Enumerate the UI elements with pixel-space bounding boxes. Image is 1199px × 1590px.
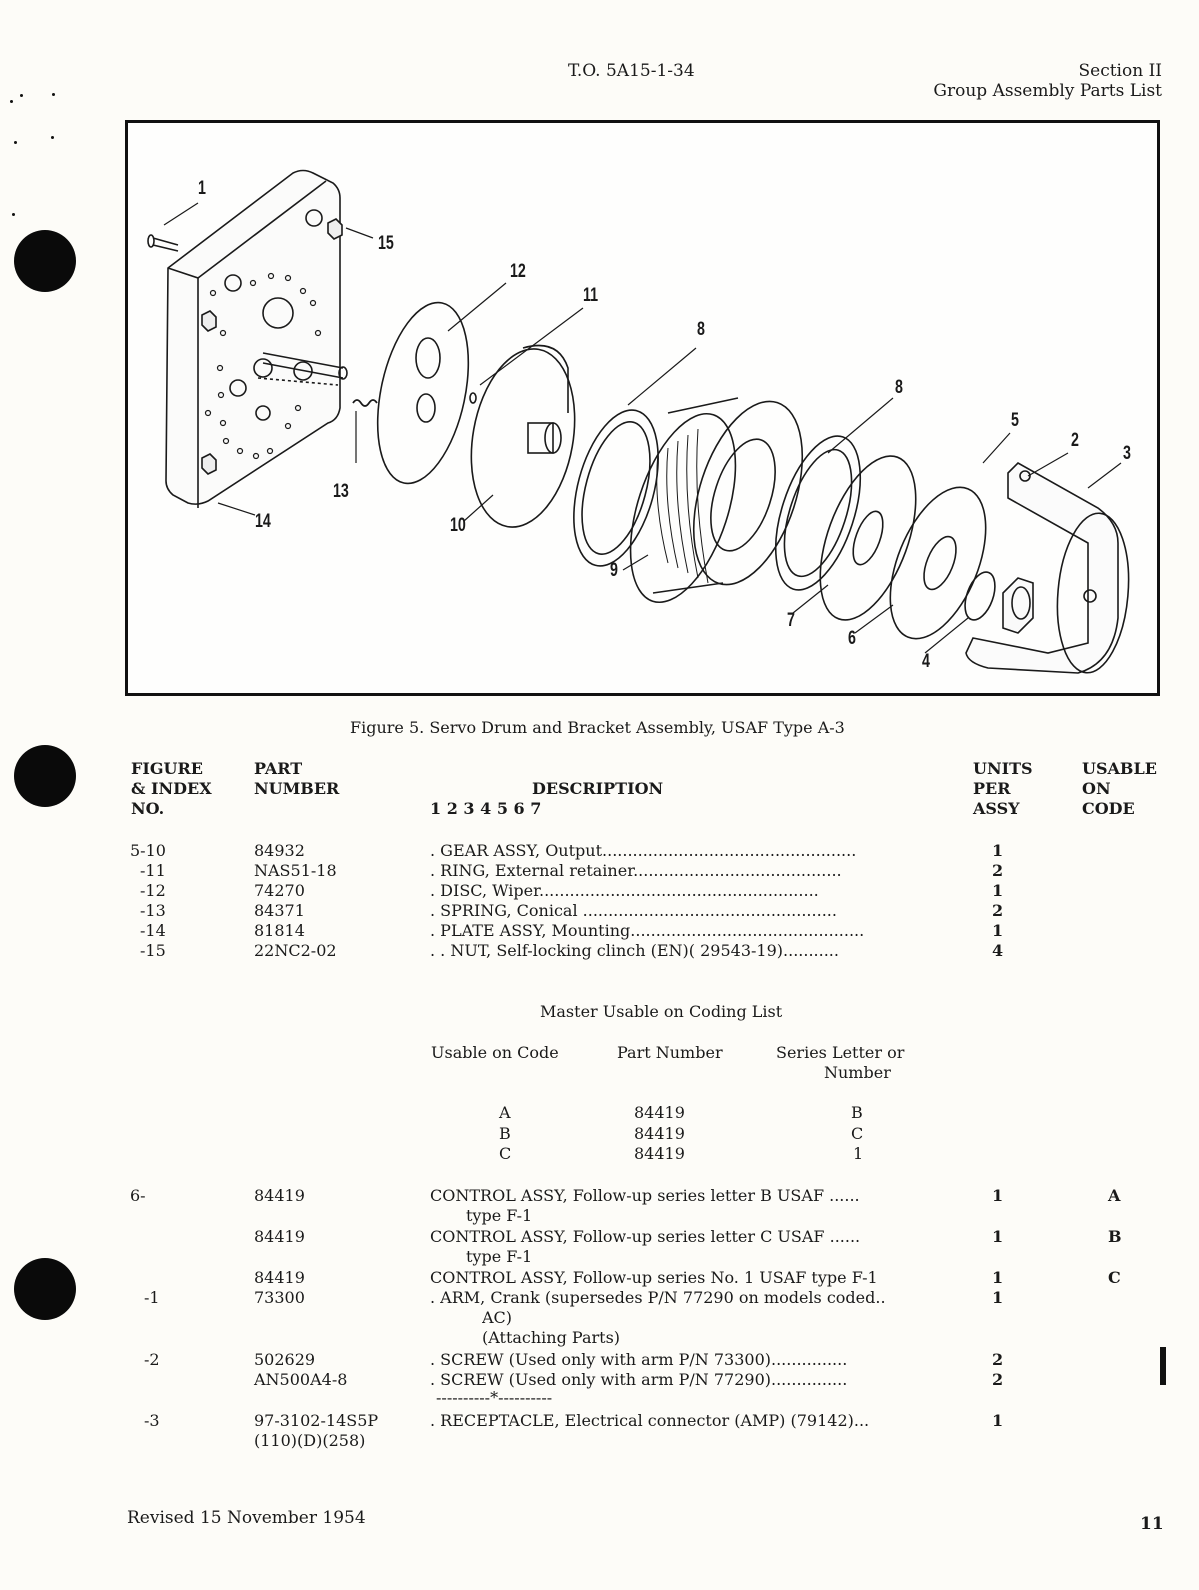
figure-index: -14 xyxy=(140,921,166,940)
callout-6: 6 xyxy=(848,628,856,649)
part-number: 84932 xyxy=(254,841,305,860)
figure-index: 6- xyxy=(130,1186,146,1205)
usable-on-code: B xyxy=(1108,1227,1122,1246)
master-col-series-line2: Number xyxy=(824,1063,891,1082)
description: CONTROL ASSY, Follow-up series No. 1 USAF type F-1 xyxy=(430,1268,878,1287)
master-code: B xyxy=(499,1124,511,1143)
header-line: ASSY xyxy=(973,799,1020,818)
separator-line: ----------*---------- xyxy=(436,1388,553,1407)
master-code: A xyxy=(499,1103,511,1122)
col-header-description: DESCRIPTION xyxy=(532,779,664,798)
description: . SCREW (Used only with arm P/N 73300)............... xyxy=(430,1350,848,1369)
header-line: PART xyxy=(254,759,303,778)
figure-index: 5-10 xyxy=(130,841,166,860)
callout-14: 14 xyxy=(255,511,271,532)
change-bar xyxy=(1160,1347,1166,1385)
master-col-part-number: Part Number xyxy=(617,1043,723,1062)
units-per-assy: 1 xyxy=(992,1186,1004,1205)
binder-hole-middle xyxy=(14,745,76,807)
speck xyxy=(51,136,54,139)
speck xyxy=(20,94,23,97)
description: . DISC, Wiper....................................................... xyxy=(430,881,819,900)
description: CONTROL ASSY, Follow-up series letter C USAF ...... xyxy=(430,1227,861,1246)
part-number: 74270 xyxy=(254,881,305,900)
figure-index: -3 xyxy=(144,1411,160,1430)
units-per-assy: 1 xyxy=(992,1288,1004,1307)
master-col-series: Series Letter or xyxy=(776,1043,905,1062)
master-part: 84419 xyxy=(634,1144,685,1163)
part-number: 97-3102-14S5P xyxy=(254,1411,379,1430)
description: . RECEPTACLE, Electrical connector (AMP) (79142)... xyxy=(430,1411,870,1430)
callout-2: 2 xyxy=(1071,430,1079,451)
mounting-plate-icon xyxy=(166,171,340,505)
part-number: 84419 xyxy=(254,1227,305,1246)
callout-11: 11 xyxy=(583,285,599,306)
figure-index: -13 xyxy=(140,901,166,920)
part-number: 84419 xyxy=(254,1268,305,1287)
header-line: & INDEX xyxy=(131,779,212,798)
callout-13: 13 xyxy=(333,481,349,502)
header-line: NO. xyxy=(131,799,165,818)
callout-3: 3 xyxy=(1123,443,1131,464)
callout-10: 10 xyxy=(450,515,466,536)
callout-4: 4 xyxy=(922,651,930,672)
usable-on-code: A xyxy=(1108,1186,1121,1205)
units-per-assy: 1 xyxy=(992,1227,1004,1246)
master-series: C xyxy=(851,1124,864,1143)
callout-8a: 8 xyxy=(697,319,705,340)
units-per-assy: 2 xyxy=(992,1370,1004,1389)
figure-index: -12 xyxy=(140,881,166,900)
bracket-icon xyxy=(966,463,1118,673)
speck xyxy=(12,213,15,216)
col-header-part-number xyxy=(254,759,339,799)
description: . PLATE ASSY, Mounting.............................................. xyxy=(430,921,865,940)
section-label: Section II xyxy=(1078,61,1162,81)
units-per-assy: 2 xyxy=(992,901,1004,920)
part-number: 84419 xyxy=(254,1186,305,1205)
figure-index: -15 xyxy=(140,941,166,960)
figure-index: -2 xyxy=(144,1350,160,1369)
description: . SPRING, Conical .................................................. xyxy=(430,901,837,920)
header-line: FIGURE xyxy=(131,759,203,778)
master-code: C xyxy=(499,1144,512,1163)
figure-caption: Figure 5. Servo Drum and Bracket Assembly, USAF Type A-3 xyxy=(350,718,845,737)
part-number: 22NC2-02 xyxy=(254,941,337,960)
description-continued: type F-1 xyxy=(466,1247,533,1266)
col-header-figure-index xyxy=(131,759,212,819)
usable-on-code: C xyxy=(1108,1268,1121,1287)
screw-icon xyxy=(153,238,178,251)
callout-12: 12 xyxy=(510,261,526,282)
callout-5: 5 xyxy=(1011,410,1019,431)
figure-index: -11 xyxy=(140,861,166,880)
description: . ARM, Crank (supersedes P/N 77290 on models coded.. xyxy=(430,1288,886,1307)
part-number: AN500A4-8 xyxy=(254,1370,348,1389)
part-number: 81814 xyxy=(254,921,305,940)
header-line: ON xyxy=(1082,779,1111,798)
master-series: B xyxy=(851,1103,863,1122)
page-number: 11 xyxy=(1140,1514,1164,1534)
callout-9: 9 xyxy=(610,560,618,581)
speck xyxy=(10,100,13,103)
part-number: 502629 xyxy=(254,1350,316,1369)
part-number: 84371 xyxy=(254,901,305,920)
part-number: NAS51-18 xyxy=(254,861,337,880)
description: . . NUT, Self-locking clinch (EN)( 29543-19)........... xyxy=(430,941,839,960)
units-per-assy: 1 xyxy=(992,881,1004,900)
description: . SCREW (Used only with arm P/N 77290)............... xyxy=(430,1370,848,1389)
description-continued: AC) xyxy=(482,1308,513,1327)
header-line: USABLE xyxy=(1082,759,1157,778)
description: CONTROL ASSY, Follow-up series letter B USAF ...... xyxy=(430,1186,860,1205)
speck xyxy=(52,93,55,96)
exploded-view-diagram xyxy=(128,123,1157,693)
speck xyxy=(14,141,17,144)
units-per-assy: 4 xyxy=(992,941,1004,960)
col-header-units xyxy=(973,759,1033,819)
revision-date: Revised 15 November 1954 xyxy=(127,1508,366,1528)
callout-8b: 8 xyxy=(895,377,903,398)
units-per-assy: 2 xyxy=(992,1350,1004,1369)
section-title: Group Assembly Parts List xyxy=(933,81,1162,101)
master-part: 84419 xyxy=(634,1103,685,1122)
description-continued: (Attaching Parts) xyxy=(482,1328,621,1347)
disc-icon xyxy=(801,444,935,633)
figure-frame xyxy=(125,120,1160,696)
master-part: 84419 xyxy=(634,1124,685,1143)
callout-7: 7 xyxy=(787,610,795,631)
technical-order-number: T.O. 5A15-1-34 xyxy=(568,61,695,81)
description: . RING, External retainer......................................... xyxy=(430,861,842,880)
header-line: UNITS xyxy=(973,759,1033,778)
part-number-continued: (110)(D)(258) xyxy=(254,1431,366,1450)
header-line: CODE xyxy=(1082,799,1135,818)
header-line: NUMBER xyxy=(254,779,340,798)
master-list-title: Master Usable on Coding List xyxy=(540,1002,783,1021)
master-series: 1 xyxy=(853,1144,864,1163)
units-per-assy: 1 xyxy=(992,921,1004,940)
units-per-assy: 1 xyxy=(992,841,1004,860)
description: . GEAR ASSY, Output.................................................. xyxy=(430,841,857,860)
units-per-assy: 1 xyxy=(992,1411,1004,1430)
part-number: 73300 xyxy=(254,1288,305,1307)
units-per-assy: 1 xyxy=(992,1268,1004,1287)
wiper-disc-icon xyxy=(363,294,483,491)
spring-icon xyxy=(353,400,377,406)
units-per-assy: 2 xyxy=(992,861,1004,880)
indent-level-numbers: 1 2 3 4 5 6 7 xyxy=(430,799,542,818)
header-line: PER xyxy=(973,779,1011,798)
binder-hole-top xyxy=(14,230,76,292)
binder-hole-bottom xyxy=(14,1258,76,1320)
description-continued: type F-1 xyxy=(466,1206,533,1225)
figure-index: -1 xyxy=(144,1288,160,1307)
callout-1: 1 xyxy=(198,178,206,199)
col-header-usable-on-code xyxy=(1082,759,1157,819)
hex-nut-icon xyxy=(1003,578,1033,633)
callout-15: 15 xyxy=(378,233,394,254)
master-col-usable-code: Usable on Code xyxy=(431,1043,559,1062)
